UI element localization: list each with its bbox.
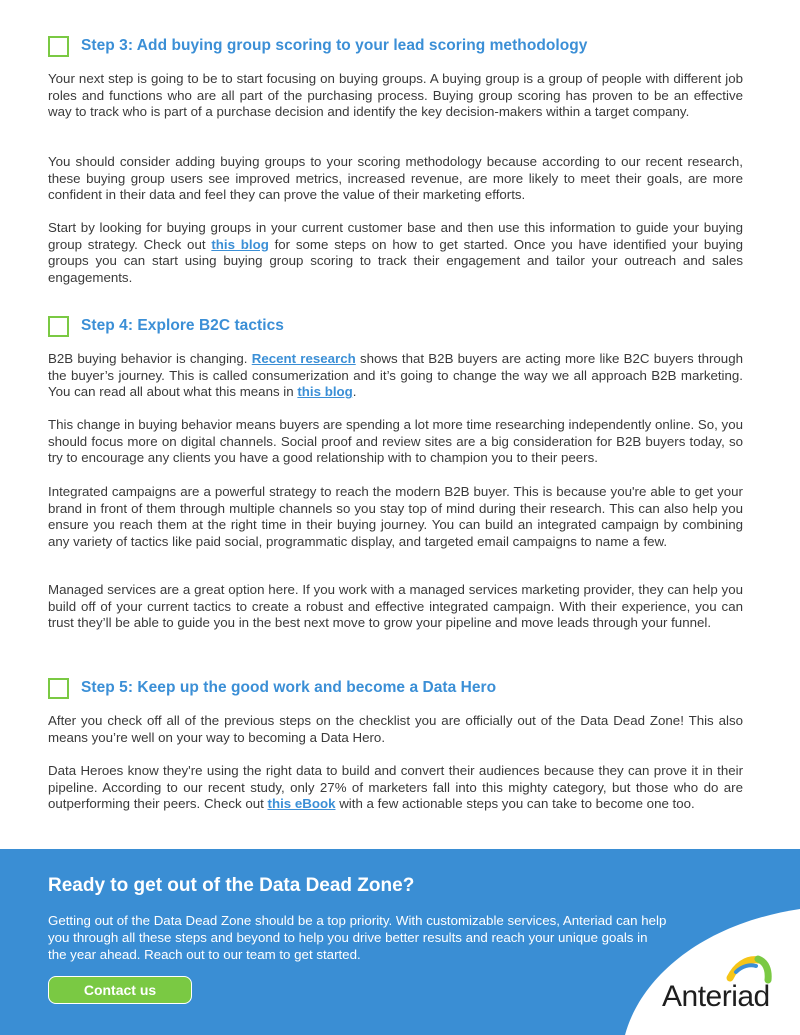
banner-title: Ready to get out of the Data Dead Zone?: [48, 875, 415, 896]
recent-research-link[interactable]: Recent research: [251, 351, 356, 366]
step-4-paragraph-3: Integrated campaigns are a powerful strategy to reach the modern B2B buyer. This is because you're able to get your brand in front of them through multiple channels so you stay top of mind during their research. This can also help you ensure you reach them at the right time in their buying journey. You can build an integrated campaign by combining any variety of tactics like paid social, programmatic display, and targeted email campaigns to name a few.: [48, 484, 743, 549]
step-3-title: Step 3: Add buying group scoring to your lead scoring methodology: [81, 37, 588, 54]
step-3-checkbox[interactable]: [48, 36, 69, 57]
cta-banner: [0, 849, 800, 1035]
logo-wordmark: Anteriad: [662, 980, 770, 1013]
step-5-heading: [48, 677, 496, 699]
this-ebook-link[interactable]: this eBook: [267, 796, 336, 812]
step-3-paragraph-1: Your next step is going to be to start focusing on buying groups. A buying group is a group of people with different job roles and functions who are all part of the purchasing process. Buying group scoring has proven to be an effective way to track who is part of a purchase decision and identify the key decision-makers within a target company.: [48, 71, 743, 120]
step-4-paragraph-2: This change in buying behavior means buyers are spending a lot more time researching independently online. So, you should focus more on digital channels. Social proof and review sites are a big consideration for B2B buyers today, so try to encourage any clients you have a good relationship with to champion you to their peers.: [48, 417, 743, 466]
step-5-checkbox[interactable]: [48, 678, 69, 699]
step-3-paragraph-2: You should consider adding buying groups to your scoring methodology because according to our recent research, these buying group users see improved metrics, increased revenue, are more likely to meet their goals, are more confident in their data and feel they can prove the value of their marketing efforts.: [48, 154, 743, 203]
this-blog-link-2[interactable]: this blog: [297, 384, 353, 400]
banner-text: Getting out of the Data Dead Zone should be a top priority. With customizable services, Anteriad can help you through all these steps and beyond to help you drive better results and reach your unique goals in the year ahead. Reach out to our team to get started.: [48, 913, 667, 962]
step-3-paragraph-3: Start by looking for buying groups in your current customer base and then use this information to guide your buying group strategy. Check out this blog for some steps on how to get started. Once you have identified your buying groups you can start using buying group scoring to track their engagement and tailor your outreach and sales engagements.: [48, 220, 743, 285]
contact-us-button[interactable]: Contact us: [48, 976, 192, 1004]
step-4-checkbox[interactable]: [48, 316, 69, 337]
step-4-title: Step 4: Explore B2C tactics: [81, 317, 284, 334]
this-blog-link[interactable]: this blog: [211, 236, 269, 252]
anteriad-logo: [662, 950, 788, 1020]
step-3-heading: [48, 35, 587, 57]
step-4-paragraph-4: Managed services are a great option here. If you work with a managed services marketing provider, they can help you build off of your current tactics to create a robust and effective integrated campaign. With their experience, you can trust they’ll be able to guide you in the best next move to grow your pipeline and move leads through your funnel.: [48, 582, 743, 631]
step-5-paragraph-1: After you check off all of the previous steps on the checklist you are officially out of the Data Dead Zone! This also means you’re well on your way to becoming a Data Hero.: [48, 713, 743, 745]
step-4-paragraph-1: B2B buying behavior is changing. Recent research shows that B2B buyers are acting more like B2C buyers through the buyer’s journey. This is called consumerization and it’s going to change the way we all approach B2B marketing. You can read all about what this means in this blog.: [48, 351, 743, 400]
step-5-title: Step 5: Keep up the good work and become a Data Hero: [81, 679, 497, 696]
step-4-heading: [48, 315, 284, 337]
step-5-paragraph-2: Data Heroes know they're using the right data to build and convert their audiences because they can prove it in their pipeline. According to our recent study, only 27% of marketers fall into this mighty category, but those who do are outperforming their peers. Check out this eBook with a few actionable steps you can take to become one too.: [48, 763, 743, 812]
